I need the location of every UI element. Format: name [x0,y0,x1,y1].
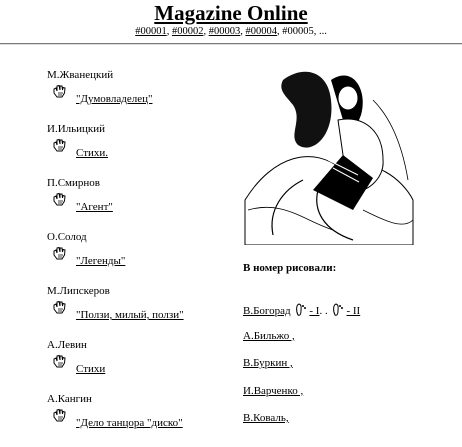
author-name: И.Ильицкий [47,123,106,135]
pointing-hand-icon [52,192,68,208]
author-entry [47,123,237,177]
illustrator-part-link[interactable]: - I [309,305,320,317]
pointing-hand-icon [52,138,68,154]
pointing-hand-icon [52,354,68,370]
issue-link-3[interactable]: #00003 [208,26,241,37]
author-work-link[interactable]: Стихи. [76,147,109,159]
illustrator-separator: . . [319,305,328,317]
author-name: П.Смирнов [47,177,100,189]
issue-links: #00001, #00002, #00003, #00004, #00005, ... [135,26,327,37]
author-entry [47,177,237,231]
issue-link-2[interactable]: #00002 [171,26,204,37]
illustrator-list [243,292,462,430]
illustrator-link[interactable]: В.Буркин , [243,357,293,369]
illustrator-entry [243,292,462,320]
author-entry [47,285,237,339]
author-entry [47,339,237,393]
illustrator-link[interactable]: В.Богорад [243,305,291,317]
issue-link-1[interactable]: #00001 [135,26,167,37]
reading-woman-illustration [243,60,415,245]
author-list [47,69,237,447]
illustrator-entry [243,402,462,430]
illustrator-entry [243,320,462,348]
pointing-hand-icon [52,246,68,262]
author-entry [47,393,237,447]
illustrators-heading: В номер рисовали: [243,262,337,274]
author-name: М.Липскеров [47,285,110,297]
author-name: О.Солод [47,231,87,243]
footprint-icon [330,302,346,317]
author-work-link[interactable]: "Агент" [76,201,113,213]
issues-ellipsis: ... [318,26,327,37]
footprint-icon [293,302,309,317]
author-name: А.Левин [47,339,87,351]
author-work-link[interactable]: "Думовладелец" [76,93,153,105]
author-work-link[interactable]: "Дело танцора "диско" [76,417,183,429]
author-entry [47,231,237,285]
illustrator-link[interactable]: И.Варченко , [243,384,304,397]
header-divider [0,43,462,45]
issue-label-5: #00005 [282,26,314,37]
issue-link-4[interactable]: #00004 [245,26,277,37]
author-entry [47,69,237,123]
pointing-hand-icon [52,408,68,424]
pointing-hand-icon [52,300,68,316]
author-work-link[interactable]: Стихи [76,363,106,375]
illustrator-link[interactable]: А.Бильжо , [243,329,295,342]
illustrator-entry [243,347,462,375]
author-name: М.Жванецкий [47,69,114,81]
pointing-hand-icon [52,84,68,100]
author-work-link[interactable]: "Ползи, милый, ползи" [76,309,184,321]
magazine-title: Magazine Online [154,1,308,25]
author-name: А.Кангин [47,393,92,405]
illustrator-link[interactable]: В.Коваль, [243,412,289,424]
illustrator-part-link[interactable]: - II [346,305,361,317]
author-work-link[interactable]: "Легенды" [76,255,126,267]
illustrator-entry [243,375,462,403]
